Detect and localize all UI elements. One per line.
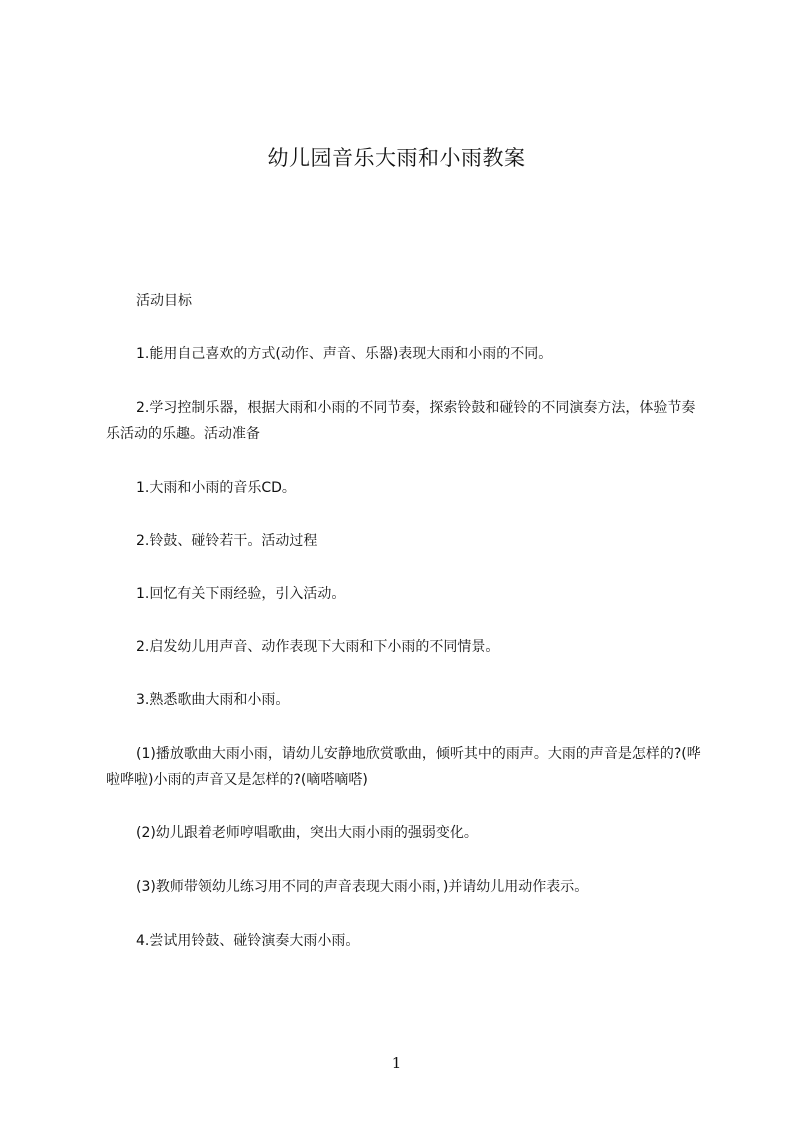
- paragraph-step-2: (2)幼儿跟着老师哼唱歌曲，突出大雨小雨的强弱变化。: [136, 825, 478, 841]
- paragraph-prep-1: 1.大雨和小雨的音乐CD。: [136, 480, 296, 496]
- paragraph-goal-2: 2.学习控制乐器，根据大雨和小雨的不同节奏，探索铃鼓和碰铃的不同演奏方法，体验节奏乐活动的乐趣。活动准备: [106, 400, 696, 442]
- paragraph-step-3: (3)教师带领幼儿练习用不同的声音表现大雨小雨，)并请幼儿用动作表示。: [136, 879, 589, 895]
- paragraph-step-1: (1)播放歌曲大雨小雨，请幼儿安静地欣赏歌曲，倾听其中的雨声。大雨的声音是怎样的?(哗啦哗啦)小雨的声音又是怎样的?(嘀嗒嘀嗒): [106, 746, 701, 788]
- paragraph-process-2: 2.启发幼儿用声音、动作表现下大雨和下小雨的不同情景。: [136, 639, 500, 655]
- paragraph-process-1: 1.回忆有关下雨经验，引入活动。: [136, 586, 346, 602]
- document-title: 幼儿园音乐大雨和小雨教案: [267, 146, 526, 170]
- paragraph-goal-1: 1.能用自己喜欢的方式(动作、声音、乐器)表现大雨和小雨的不同。: [136, 346, 553, 362]
- page-number: 1: [391, 1054, 402, 1072]
- paragraph-process-4: 4.尝试用铃鼓、碰铃演奏大雨小雨。: [136, 933, 360, 949]
- paragraph-process-3: 3.熟悉歌曲大雨和小雨。: [136, 692, 290, 708]
- section-heading-goals: 活动目标: [136, 293, 192, 309]
- paragraph-prep-2: 2.铃鼓、碰铃若干。活动过程: [136, 533, 318, 549]
